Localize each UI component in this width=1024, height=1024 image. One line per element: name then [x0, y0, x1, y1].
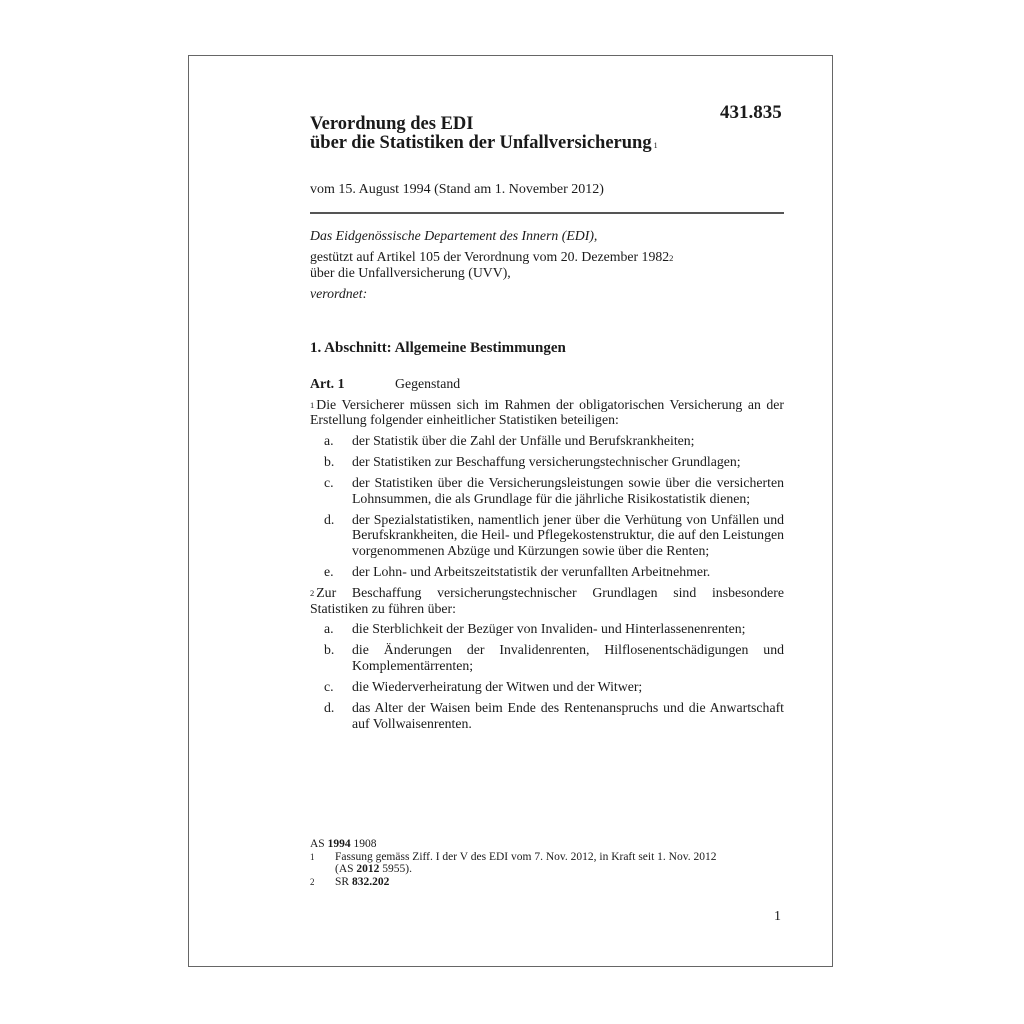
footnote-ref-1[interactable]: 1 — [653, 141, 658, 150]
preamble-basis-line-2: über die Unfallversicherung (UVV), — [310, 265, 511, 280]
list-item: a. der Statistik über die Zahl der Unfälle und Berufskrankheiten; — [324, 432, 695, 448]
preamble-basis-line-1: gestützt auf Artikel 105 der Verordnung vom 20. Dezember 1982$^2$ — [310, 248, 674, 264]
article-heading — [310, 376, 784, 392]
article-body — [310, 376, 784, 737]
list-item: d. der Spezialstatistiken, namentlich jener über die Verhütung von Unfällen und Berufskrankheiten, die Heil- und Pflegekostenstruktur, die auf den Leistungen vorgenommenen Abzüge und Kürzungen sowie über die Renten; — [324, 511, 784, 558]
footnote-2: 2 SR 832.202 — [310, 875, 390, 888]
title-line-1: Verordnung des EDI — [310, 114, 474, 134]
paragraph-2: $^2$ Zur Beschaffung versicherungstechnischer Grundlagen sind insbesondere Statistiken zu führen über: — [310, 585, 784, 616]
preamble — [310, 228, 790, 302]
paragraph-1: $^1$ Die Versicherer müssen sich im Rahmen der obligatorischen Versicherung an der Erstellung folgender einheitlicher Statistiken beteiligen: — [310, 396, 784, 428]
list-item: e. der Lohn- und Arbeitszeitstatistik der verunfallten Arbeitnehmer. — [324, 563, 711, 579]
list-item: b. der Statistiken zur Beschaffung versicherungstechnischer Grundlagen; — [324, 453, 741, 469]
list-item: a. die Sterblichkeit der Bezüger von Invaliden- und Hinterlassenenrenten; — [324, 621, 746, 637]
article-title: Gegenstand — [395, 376, 461, 391]
footnote-ref-2[interactable]: 2 — [669, 252, 674, 263]
list-item: c. die Wiederverheiratung der Witwen und der Witwer; — [324, 679, 643, 694]
preamble-authority: Das Eidgenössische Departement des Innern (EDI), — [310, 228, 598, 243]
page-number: 1 — [774, 909, 781, 924]
preamble-decree: verordnet: — [310, 285, 368, 301]
list-item: d. das Alter der Waisen beim Ende des Rentenanspruchs und die Anwartschaft auf Vollwaisenrenten. — [324, 700, 784, 731]
title-divider — [310, 212, 784, 214]
footnotes — [310, 838, 784, 888]
article-number: Art. 1 — [310, 376, 345, 391]
document-page — [188, 55, 833, 967]
document-title — [310, 115, 658, 153]
list-item: b. die Änderungen der Invalidenrenten, Hilflosenentschädigungen und Komplementärrenten; — [324, 642, 784, 673]
as-reference: AS 1994 1908 — [310, 838, 377, 850]
date-line: vom 15. August 1994 (Stand am 1. November 2012) — [310, 182, 604, 197]
list-item: c. der Statistiken über die Versicherungsleistungen sowie über die versicherten Lohnsummen, die als Grundlage für die jährliche Risikostatistik dienen; — [324, 474, 784, 506]
footnote-1: 1 Fassung gemäss Ziff. I der V des EDI vom 7. Nov. 2012, in Kraft seit 1. Nov. 2012 (AS 2012 5955). — [310, 850, 717, 876]
title-line-2: über die Statistiken der Unfallversicherung $^1$ — [310, 133, 658, 153]
sr-number: 431.835 — [720, 102, 782, 123]
section-heading: 1. Abschnitt: Allgemeine Bestimmungen — [310, 340, 566, 356]
